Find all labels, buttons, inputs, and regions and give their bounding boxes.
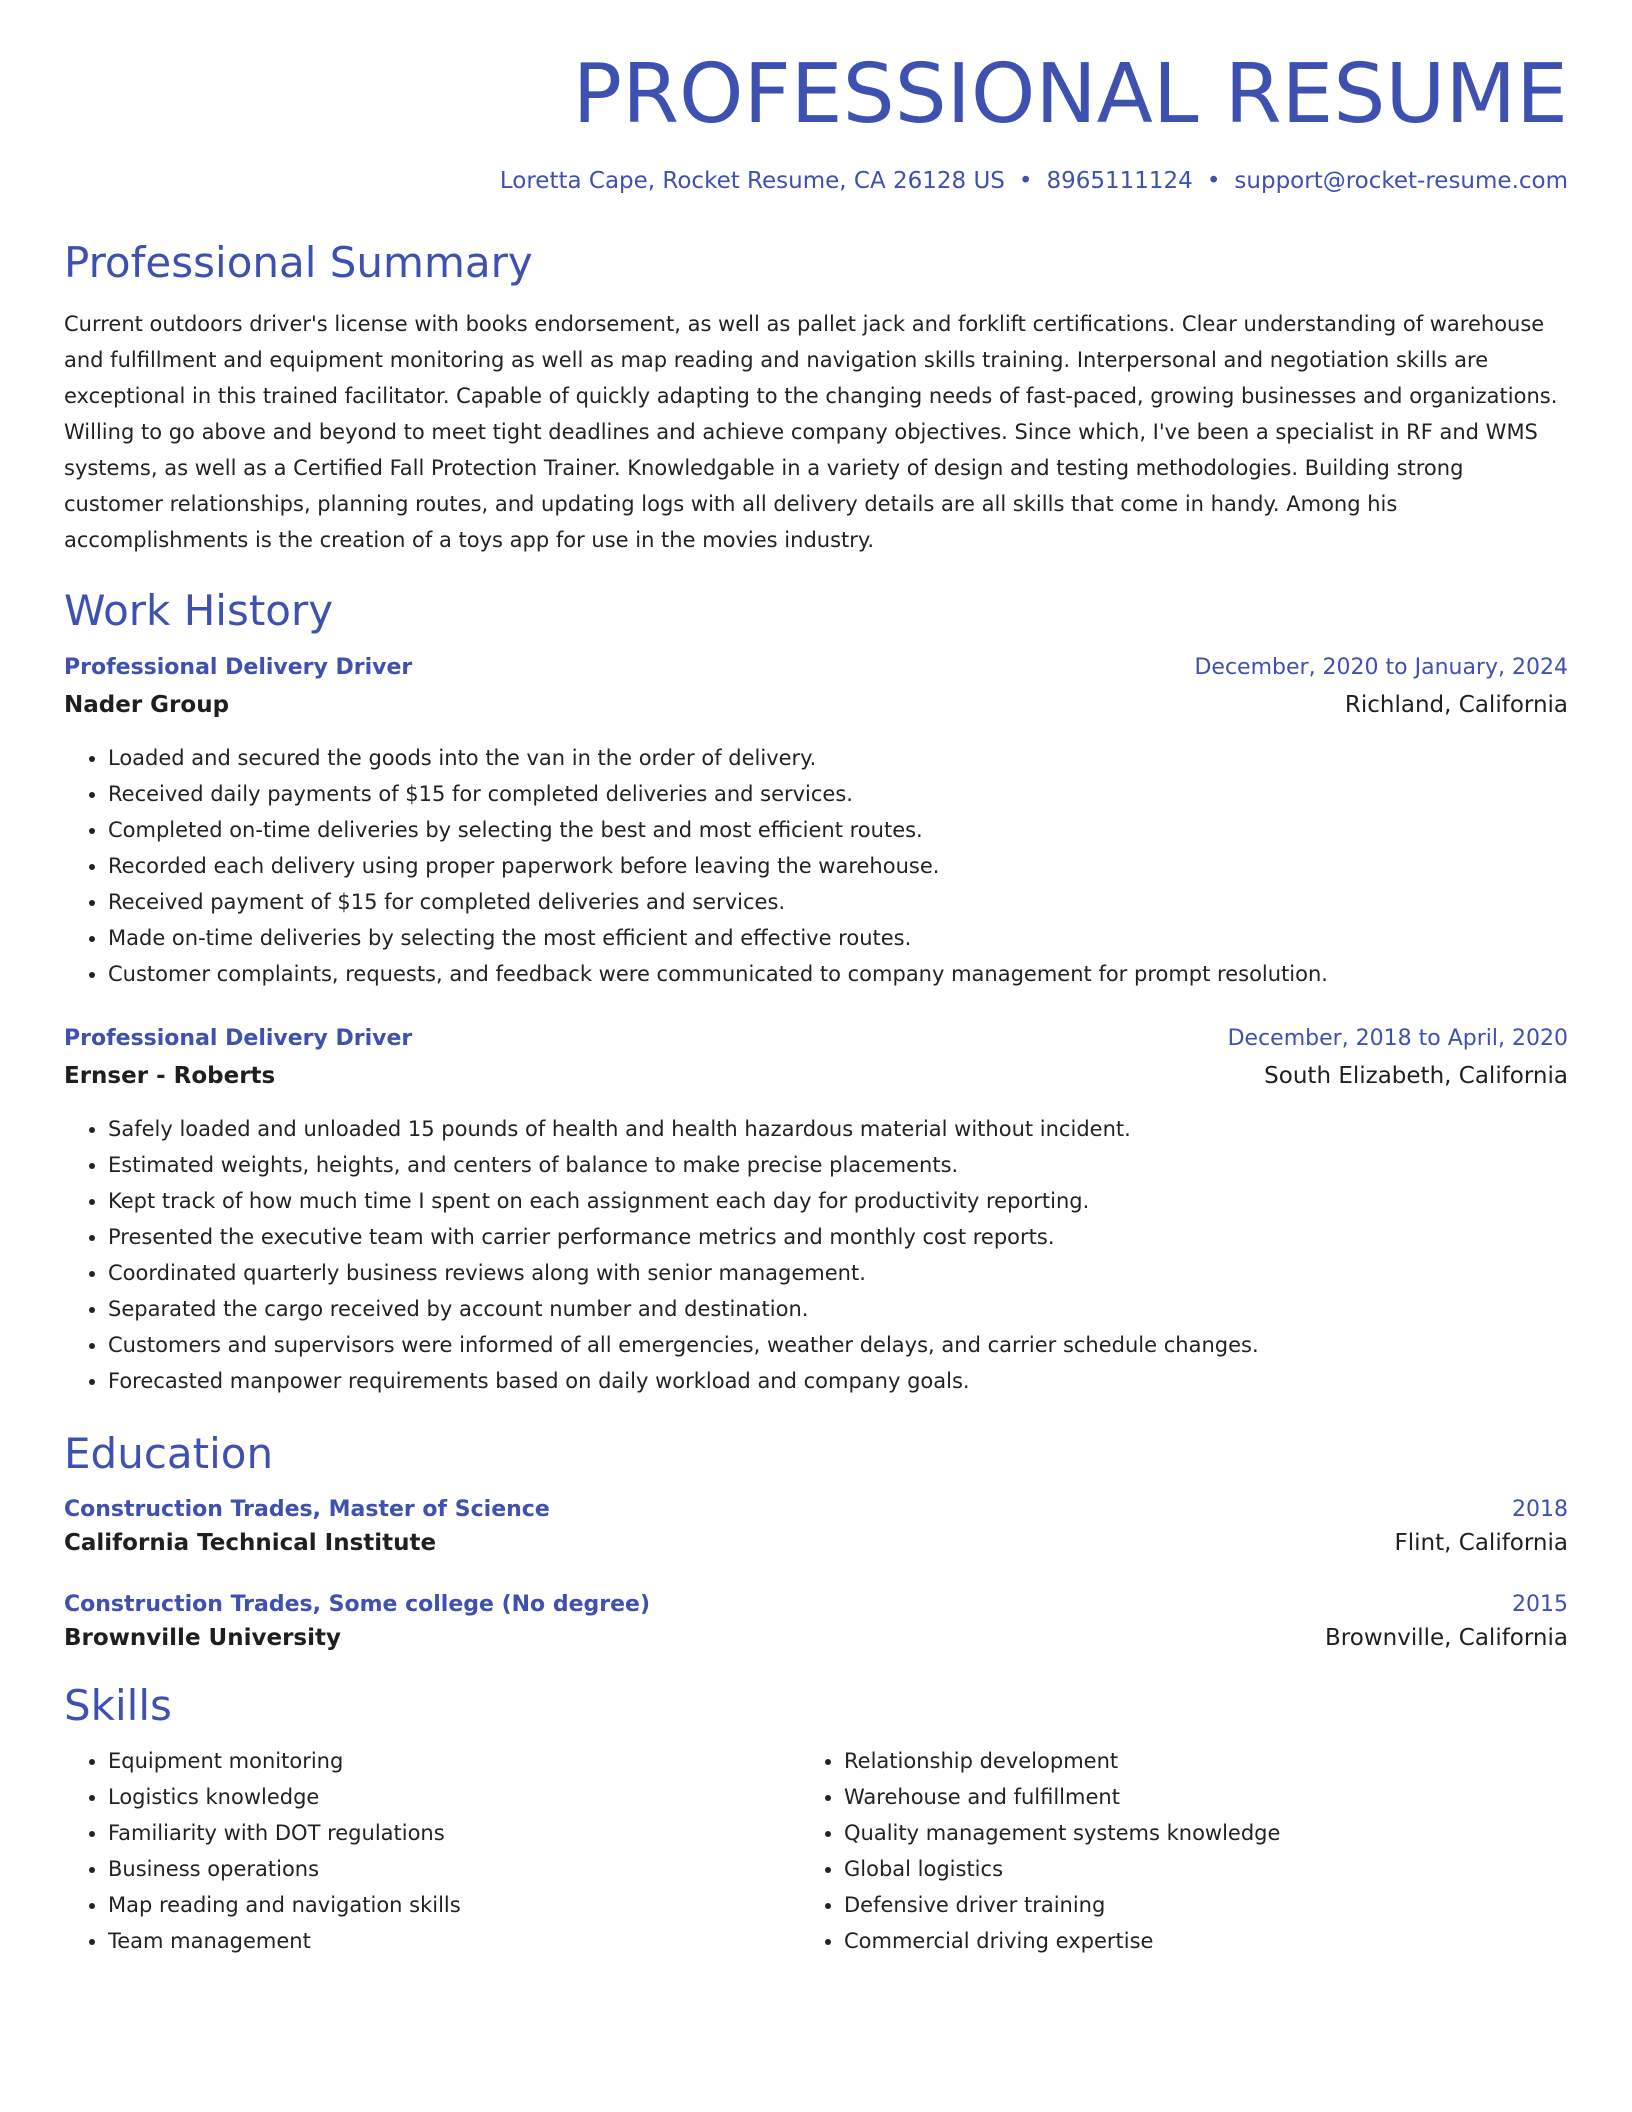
education-degree: Construction Trades, Master of Science xyxy=(64,1497,550,1523)
skills-columns xyxy=(64,1743,1568,1959)
resume-page xyxy=(64,48,1568,2064)
list-item: • Relationship development xyxy=(844,1743,1536,1779)
document-title: PROFESSIONAL RESUME xyxy=(572,47,1568,142)
section-heading-skills: Skills xyxy=(64,1681,172,1731)
job-employer: Ernser - Roberts xyxy=(64,1062,276,1089)
list-item: • Global logistics xyxy=(844,1851,1536,1887)
contact-line xyxy=(64,168,1568,196)
skills-section xyxy=(64,1681,1568,1959)
job-title-row xyxy=(64,655,1568,680)
education-school-row xyxy=(64,1530,1568,1556)
list-item: • Equipment monitoring xyxy=(108,1743,800,1779)
list-item: • Received daily payments of $15 for completed deliveries and services. xyxy=(108,776,1568,812)
list-item: • Safely loaded and unloaded 15 pounds of health and health hazardous material without incident. xyxy=(108,1111,1568,1147)
job-entry xyxy=(64,1026,1568,1399)
list-item: • Received payment of $15 for completed deliveries and services. xyxy=(108,884,1568,920)
education-year: 2015 xyxy=(1512,1592,1568,1618)
job-dates: December, 2018 to April, 2020 xyxy=(1227,1025,1568,1051)
resume-header xyxy=(64,48,1568,196)
job-location: South Elizabeth, California xyxy=(1264,1062,1568,1089)
list-item: • Logistics knowledge xyxy=(108,1779,800,1815)
contact-email: support@rocket-resume.com xyxy=(1234,168,1568,195)
job-title: Professional Delivery Driver xyxy=(64,654,413,680)
section-heading-summary: Professional Summary xyxy=(64,237,533,287)
skills-list-right xyxy=(800,1743,1536,1959)
list-item: • Coordinated quarterly business reviews along with senior management. xyxy=(108,1255,1568,1291)
list-item: • Defensive driver training xyxy=(844,1887,1536,1923)
list-item: • Forecasted manpower requirements based on daily workload and company goals. xyxy=(108,1363,1568,1399)
education-location: Brownville, California xyxy=(1325,1625,1568,1652)
job-title: Professional Delivery Driver xyxy=(64,1025,413,1051)
education-entry xyxy=(64,1592,1568,1651)
job-entry xyxy=(64,655,1568,992)
education-degree-row xyxy=(64,1497,1568,1522)
list-item: • Map reading and navigation skills xyxy=(108,1887,800,1923)
list-item: • Estimated weights, heights, and centers of balance to make precise placements. xyxy=(108,1147,1568,1183)
list-item: • Business operations xyxy=(108,1851,800,1887)
contact-separator: • xyxy=(1018,168,1033,195)
education-location: Flint, California xyxy=(1394,1530,1568,1557)
education-entry xyxy=(64,1497,1568,1556)
list-item: • Quality management systems knowledge xyxy=(844,1815,1536,1851)
job-employer-row xyxy=(64,1063,1568,1089)
list-item: • Warehouse and fulfillment xyxy=(844,1779,1536,1815)
contact-address: Loretta Cape, Rocket Resume, CA 26128 US xyxy=(499,168,1005,195)
job-employer: Nader Group xyxy=(64,691,230,718)
job-title-row xyxy=(64,1026,1568,1051)
list-item: • Loaded and secured the goods into the van in the order of delivery. xyxy=(108,740,1568,776)
contact-separator: • xyxy=(1206,168,1221,195)
summary-text: Current outdoors driver's license with books endorsement, as well as pallet jack and forklift certifications. Clear understanding of warehouse and fulfillment and equipment monitoring as well as map reading and navigation skills training. Interpersonal and negotiation skills are exceptional in this trained facilitator. Capable of quickly adapting to the changing needs of fast-paced, growing businesses and organizations. Willing to go above and beyond to meet tight deadlines and achieve company objectives. Since which, I've been a specialist in RF and WMS systems, as well as a Certified Fall Protection Trainer. Knowledgable in a variety of design and testing methodologies. Building strong customer relationships, planning routes, and updating logs with all delivery details are all skills that come in handy. Among his accomplishments is the creation of a toys app for use in the movies industry. xyxy=(64,312,1558,553)
list-item: • Made on-time deliveries by selecting the most efficient and effective routes. xyxy=(108,920,1568,956)
list-item: • Completed on-time deliveries by selecting the best and most efficient routes. xyxy=(108,812,1568,848)
job-employer-row xyxy=(64,692,1568,718)
list-item: • Customers and supervisors were informed of all emergencies, weather delays, and carrier schedule changes. xyxy=(108,1327,1568,1363)
job-bullets xyxy=(64,740,1568,992)
list-item: • Recorded each delivery using proper paperwork before leaving the warehouse. xyxy=(108,848,1568,884)
list-item: • Kept track of how much time I spent on each assignment each day for productivity reporting. xyxy=(108,1183,1568,1219)
job-dates: December, 2020 to January, 2024 xyxy=(1194,654,1568,680)
education-year: 2018 xyxy=(1512,1497,1568,1523)
education-section xyxy=(64,1429,1568,1651)
skills-list-left xyxy=(64,1743,800,1959)
list-item: • Presented the executive team with carrier performance metrics and monthly cost reports. xyxy=(108,1219,1568,1255)
education-school-row xyxy=(64,1625,1568,1651)
list-item: • Separated the cargo received by account number and destination. xyxy=(108,1291,1568,1327)
job-bullets xyxy=(64,1111,1568,1399)
list-item: • Customer complaints, requests, and feedback were communicated to company management for prompt resolution. xyxy=(108,956,1568,992)
section-heading-education: Education xyxy=(64,1428,274,1478)
education-school: California Technical Institute xyxy=(64,1530,437,1557)
contact-phone: 8965111124 xyxy=(1046,168,1193,195)
education-degree-row xyxy=(64,1592,1568,1617)
education-school: Brownville University xyxy=(64,1625,341,1652)
education-degree: Construction Trades, Some college (No degree) xyxy=(64,1592,650,1618)
list-item: • Familiarity with DOT regulations xyxy=(108,1815,800,1851)
list-item: • Commercial driving expertise xyxy=(844,1923,1536,1959)
summary-section xyxy=(64,238,1568,558)
list-item: • Team management xyxy=(108,1923,800,1959)
section-heading-work-history: Work History xyxy=(64,586,334,636)
work-history-section xyxy=(64,586,1568,1398)
job-location: Richland, California xyxy=(1344,691,1568,718)
